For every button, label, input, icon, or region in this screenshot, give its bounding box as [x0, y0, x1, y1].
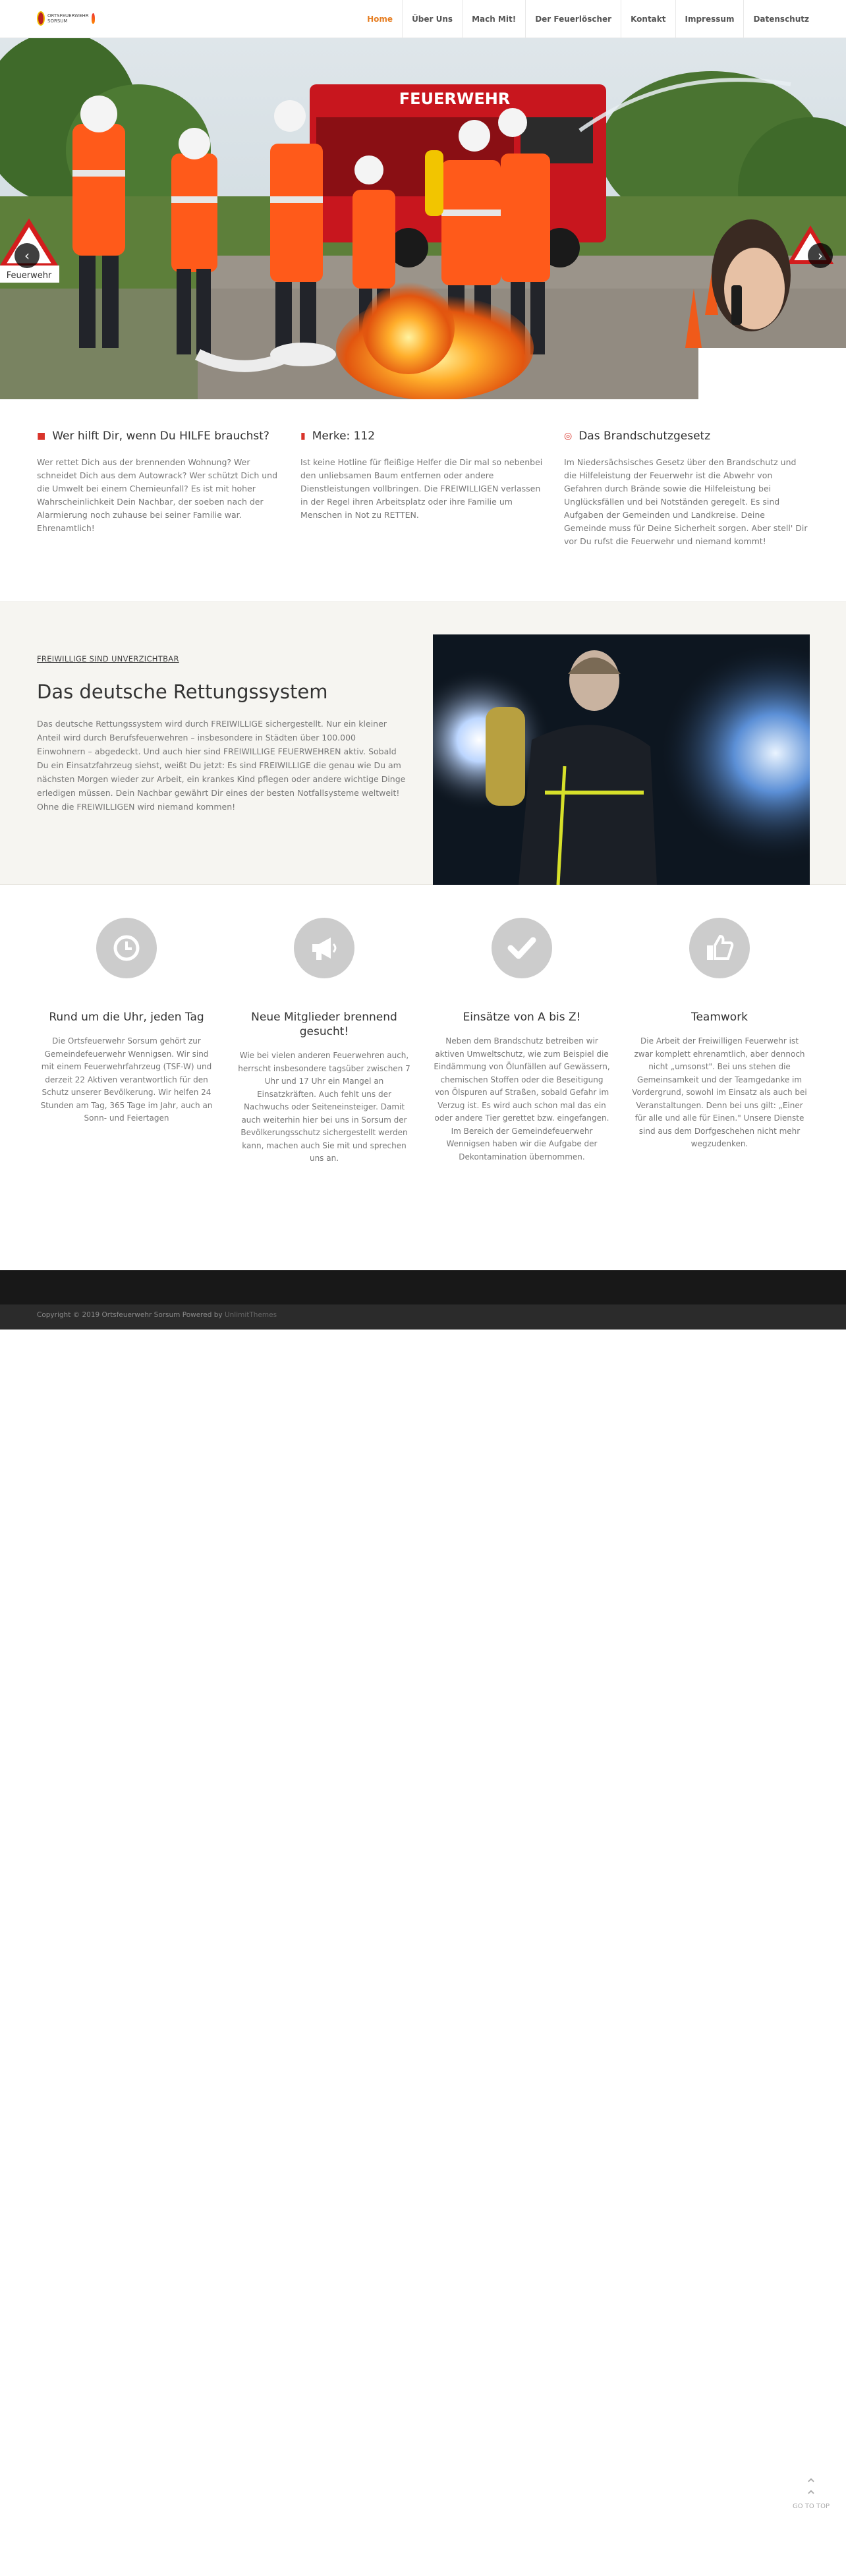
chevron-right-icon: › — [818, 248, 823, 264]
hero-photo — [0, 38, 846, 399]
feature-round-the-clock — [38, 918, 215, 1125]
nav-der-feuerloescher[interactable]: Der Feuerlöscher — [525, 0, 621, 38]
logo-line-2: SORSUM — [47, 18, 68, 24]
nav-home[interactable]: Home — [367, 14, 393, 24]
site-header — [0, 0, 846, 38]
feature-title-round-the-clock: Rund um die Uhr, jeden Tag — [49, 1011, 204, 1024]
nav-kontakt[interactable]: Kontakt — [621, 0, 675, 38]
feature-text-round-the-clock: Die Ortsfeuerwehr Sorsum gehört zur Gemeindefeuerwehr Wennigsen. Wir sind mit einem Feuerwehrfahrzeug (TSF-W) und derzeit 22 Aktiven verantwortlich für den Schutz unserer Bevölkerung. Wir helfen 24 Stunden am Tag, 365 Tage im Jahr, auch an Sonn- und Feiertagen — [40, 1036, 213, 1123]
footer-widgets — [0, 1270, 846, 1304]
chevron-left-icon: ‹ — [24, 248, 30, 264]
info-text-law: Im Niedersächsisches Gesetz über den Brandschutz und die Hilfeleistung der Feuerwehr ist die Abwehr von Gefahren durch Brände sowie die Hilfeleistung bei Unglücksfällen und bei Notständen geregelt. Es sind Aufgaben der Gemeinden und Landkreise. Deine Gemeinde muss für Deine Sicherheit sorgen. Aber stell' Dir vor Du rufst die Feuerwehr und niemand kommt! — [564, 457, 808, 546]
info-title-law: ◎ Das Brandschutzgesetz — [564, 430, 711, 443]
double-chevron-up-icon: ⌃ ⌃ — [804, 2477, 818, 2505]
feature-text-new-members: Wie bei vielen anderen Feuerwehren auch, herrscht insbesondere tagsüber zwischen 7 Uhr und 17 Uhr ein Mangel an Einsatzkräften. Auch fehlt uns der Nachwuchs oder Seiteneinsteiger. Damit auch weiterhin hier bei uns in Sorsum der Bevölkerungsschutz sichergestellt werden kann, machen auch Sie mit und sprechen uns an. — [238, 1051, 410, 1163]
go-to-top-label: GO TO TOP — [793, 2503, 830, 2510]
rescue-title: Das deutsche Rettungssystem — [37, 681, 328, 703]
clock-icon — [96, 918, 157, 978]
info-column-help — [37, 430, 281, 535]
feature-text-teamwork: Die Arbeit der Freiwilligen Feuerwehr ist zwar komplett ehrenamtlich, aber dennoch nicht „umsonst". Bei uns stehen die Gemeinsamkeit und der Teamgedanke im Vordergrund, sowohl im Einsatz als auch bei Veranstaltungen. Denn bei uns gilt: „Einer für alle und alle für Einen." Unsere Dienste sind aus dem Dorfgeschehen nicht mehr wegzudenken. — [632, 1036, 807, 1148]
info-text-help: Wer rettet Dich aus der brennenden Wohnung? Wer schneidet Dich aus dem Autowrack? Wer schützt Dich und die Umwelt bei einem Chemieunfall? Es ist mit hoher Wahrscheinlichkeit Dein Nachbar, der soeben nach der Alarmierung noch zuhause bei seiner Familie war. Ehrenamtlich! — [37, 457, 278, 533]
hero-slider[interactable] — [0, 38, 846, 399]
theme-credit-link[interactable]: UnlimitThemes — [224, 1311, 277, 1319]
copyright-text: Copyright © 2019 Ortsfeuerwehr Sorsum Powered by UnlimitThemes — [37, 1311, 277, 1319]
truck-label: FEUERWEHR — [399, 90, 511, 108]
rescue-text: Das deutsche Rettungssystem wird durch FREIWILLIGE sichergestellt. Nur ein kleiner Anteil wird durch Berufsfeuerwehren – insbesondere in Städten über 100.000 Einwohnern – abgedeckt. Und auch hier sind FREIWILLIGE FEUERWEHREN aktiv. Sobald Du ein Einsatzfahrzeug siehst, weißt Du jetzt: Es sind FREIWILLIGE die genau wie Du am nächsten Morgen wieder zur Arbeit, ein krankes Kind pflegen oder andere wichtige Dinge erledigen müssen. Dein Nachbar gewährt Dir eines der besten Notfallsysteme weltweit! Ohne die FREIWILLIGEN wird niemand kommen! — [37, 719, 406, 812]
fire-brigade-emblem-icon — [37, 11, 45, 26]
feature-operations — [433, 918, 611, 1163]
go-to-top-button[interactable] — [788, 2479, 834, 2510]
info-title-112: ▮ Merke: 112 — [300, 430, 376, 443]
feature-teamwork — [631, 918, 808, 1151]
site-logo[interactable] — [37, 11, 95, 26]
slider-next-button[interactable] — [808, 243, 833, 268]
warning-sign-label: Feuerwehr — [6, 271, 52, 281]
nav-impressum[interactable]: Impressum — [675, 0, 744, 38]
feature-text-operations: Neben dem Brandschutz betreiben wir aktiven Umweltschutz, wie zum Beispiel die Eindämmung von Ölunfällen auf Gewässern, chemischen Stoffen oder die Beseitigung von Ölspuren auf Straßen, sobald Gefahr im Verzug ist. Es wird auch schon mal das ein oder andere Tier gerettet bzw. eingefangen. Im Bereich der Gemeindefeuerwehr Wennigsen haben wir die Aufgabe der Dekontamination übernommen. — [434, 1036, 610, 1162]
info-text-112: Ist keine Hotline für fleißige Helfer die Dir mal so nebenbei den unliebsamen Baum entfernen oder andere Dienstleistungen vollbringen. Die FREIWILLIGEN verlassen in der Regel ihren Arbeitsplatz oder ihre Familie um Menschen in Not zu RETTEN. — [300, 457, 543, 520]
target-icon: ◎ — [564, 431, 573, 441]
nav-datenschutz[interactable]: Datenschutz — [743, 0, 818, 38]
info-title-help: ■ Wer hilft Dir, wenn Du HILFE brauchst? — [37, 430, 269, 443]
feature-title-teamwork: Teamwork — [691, 1011, 748, 1024]
main-nav — [358, 0, 818, 38]
megaphone-icon — [294, 918, 354, 978]
info-column-112 — [300, 430, 544, 522]
slider-prev-button[interactable] — [14, 243, 40, 268]
thumbs-up-icon — [689, 918, 750, 978]
fire-truck-icon: ■ — [37, 431, 46, 441]
firefighter-photo — [433, 634, 810, 885]
feature-title-operations: Einsätze von A bis Z! — [463, 1011, 581, 1024]
fire-extinguisher-icon: ▮ — [300, 431, 306, 441]
logo-line-1: ORTSFEUERWEHR — [47, 13, 89, 18]
flame-icon — [92, 13, 95, 24]
rescue-kicker[interactable]: FREIWILLIGE SIND UNVERZICHTBAR — [37, 654, 179, 663]
checkmark-icon — [492, 918, 552, 978]
info-column-law — [564, 430, 808, 548]
nav-mach-mit[interactable]: Mach Mit! — [462, 0, 525, 38]
nav-ueber-uns[interactable]: Über Uns — [402, 0, 462, 38]
feature-title-new-members: Neue Mitglieder brennend gesucht! — [251, 1011, 397, 1038]
feature-new-members — [235, 918, 413, 1165]
